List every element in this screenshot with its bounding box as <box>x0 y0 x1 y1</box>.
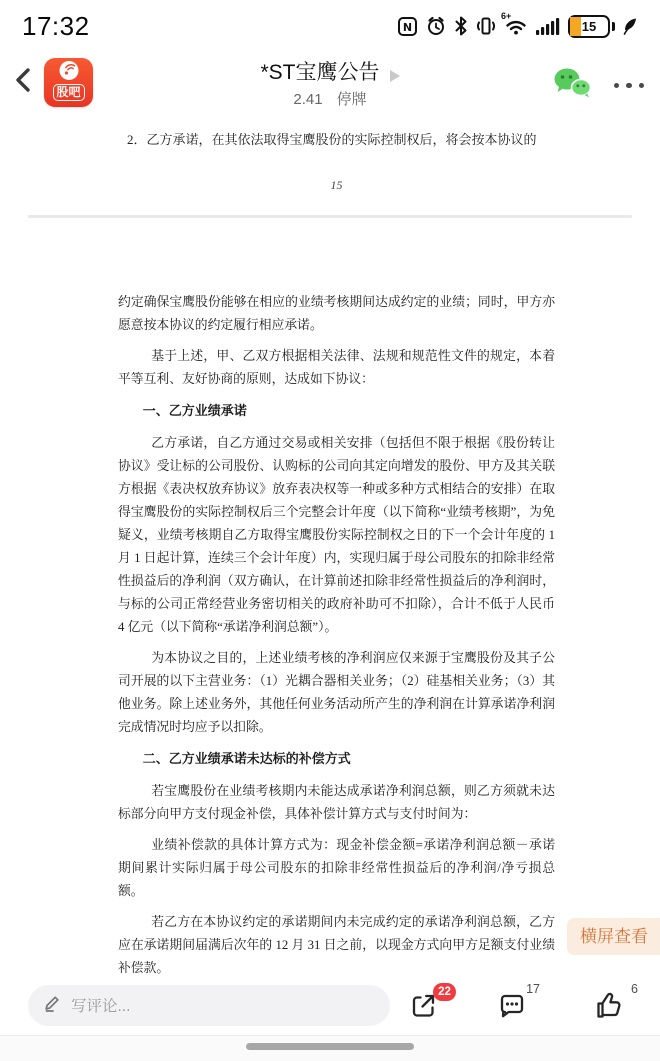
doc-paragraph: 业绩补偿款的具体计算方式为：现金补偿金额=承诺净利润总额－承诺期间累计实际归属于母公司股东的扣除非经常性损益后的净利润/净亏损总额。 <box>118 838 555 898</box>
page-divider <box>28 215 632 218</box>
back-button[interactable] <box>12 65 34 100</box>
page-title: *ST宝鹰公告 <box>260 61 380 84</box>
wifi6-label: 6+ <box>501 10 512 21</box>
guba-app-label: 股吧 <box>52 84 84 101</box>
share-button[interactable] <box>408 985 451 1021</box>
landscape-view-button[interactable]: 横屏查看 <box>567 918 660 955</box>
wifi6-icon <box>501 10 528 37</box>
doc-paragraph: 约定确保宝鹰股份能够在相应的业绩考核期间达成约定的业绩；同时，甲方亦愿意按本协议的约定履行相应承诺。 <box>118 295 555 332</box>
doc-paragraph: 基于上述，甲、乙双方根据相关法律、法规和规范性文件的规定，本着平等互利、友好协商的原则，达成如下协议： <box>118 349 555 386</box>
status-bar <box>0 0 660 52</box>
like-button[interactable] <box>594 981 638 1021</box>
doc-heading: 二、乙方业绩承诺未达标的补偿方式 <box>142 751 351 766</box>
battery-nub <box>612 22 615 31</box>
more-menu-button[interactable] <box>614 83 645 89</box>
nfc-icon <box>397 16 418 37</box>
like-count: 6 <box>631 981 638 996</box>
home-indicator[interactable] <box>246 1043 414 1050</box>
document-body <box>118 291 555 1011</box>
leaf-icon <box>622 16 638 36</box>
bluetooth-icon <box>454 15 468 37</box>
svg-text:N: N <box>402 20 413 34</box>
doc-page-number: 15 <box>330 178 343 192</box>
signal-icon <box>535 16 561 37</box>
comments-button[interactable] <box>496 981 540 1021</box>
document-viewer[interactable] <box>0 122 660 975</box>
expand-triangle-icon[interactable] <box>390 70 400 82</box>
doc-paragraph: 为本协议之目的，上述业绩考核的净利润应仅来源于宝鹰股份及其子公司开展的以下主营业务：（1）光耦合器相关业务；（2）硅基相关业务；（3）其他业务。除上述业务外，其他任何业务活动所产生的净利润在计算承诺净利润完成情况时均应予以扣除。 <box>118 651 555 734</box>
guba-app-icon[interactable] <box>44 58 93 107</box>
comment-count: 17 <box>526 981 540 996</box>
doc-prev-page-line: 2．乙方承诺，在其依法取得宝鹰股份的实际控制权后，将会按本协议的 <box>127 132 537 147</box>
header <box>0 52 660 123</box>
stock-status: 停牌 <box>336 91 367 108</box>
share-count-badge: 22 <box>433 983 456 1001</box>
doc-paragraph: 若乙方在本协议约定的承诺期间内未完成约定的承诺净利润总额，乙方应在承诺期间届满后次年的 12 月 31 日之前，以现金方式向甲方足额支付业绩补偿款。 <box>118 915 555 975</box>
alarm-icon <box>425 15 447 37</box>
bottom-action-bar <box>0 975 660 1035</box>
home-strip <box>0 1035 660 1061</box>
comment-placeholder: 写评论... <box>71 998 131 1015</box>
battery-fill <box>570 17 581 36</box>
comment-input[interactable] <box>28 985 390 1026</box>
guba-bubble-icon <box>59 61 78 80</box>
doc-paragraph: 若宝鹰股份在业绩考核期内未能达成承诺净利润总额，则乙方须就未达标部分向甲方支付现金补偿，具体补偿计算方式与支付时间为： <box>118 784 555 821</box>
battery-icon <box>568 15 610 38</box>
clock-time: 17:32 <box>22 10 90 41</box>
battery-percent: 15 <box>581 18 597 34</box>
status-icons <box>397 10 638 38</box>
wechat-share-icon[interactable] <box>552 66 592 105</box>
vibrate-icon <box>475 15 497 37</box>
doc-paragraph: 乙方承诺，自乙方通过交易或相关安排（包括但不限于根据《股份转让协议》受让标的公司股份、认购标的公司向其定向增发的股份、甲方及其关联方根据《表决权放弃协议》放弃表决权等一种或多种方式相结合的安排）在取得宝鹰股份的实际控制权后三个完整会计年度（以下简称“业绩考核期”，为免疑义，业绩考核期自乙方取得宝鹰股份实际控制权之日的下一个会计年度的 1 月 1 日起计算，连续三个会计年度）内，实现归属于母公司股东的扣除非经常性损益后的净利润（双方确认，在计算前述扣除非经常性损益后的净利润时，与标的公司正常经营业务密切相关的政府补助可不扣除），合计不低于人民币 4 亿元（以下简称“承诺净利润总额”）。 <box>118 436 555 634</box>
pencil-icon <box>43 993 62 1017</box>
stock-price: 2.41 <box>293 91 323 108</box>
doc-heading: 一、乙方业绩承诺 <box>142 403 247 418</box>
